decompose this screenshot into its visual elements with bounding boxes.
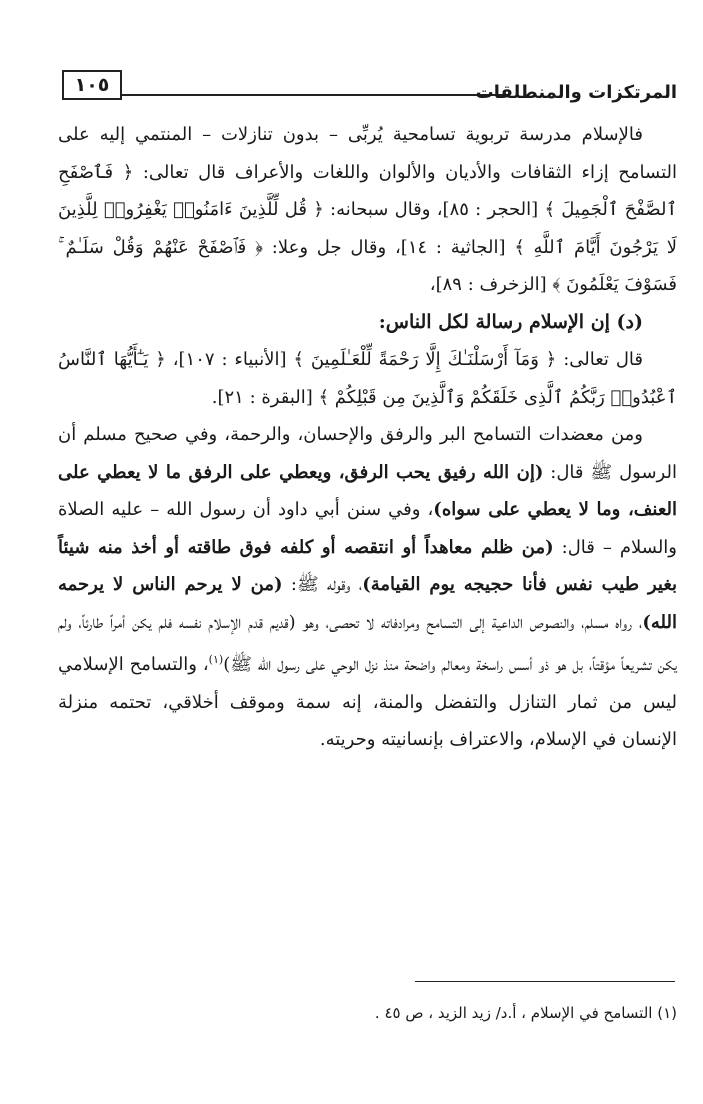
hadith-quote: (من ظلم معاهداً أو انتقصه أو كلفه فوق طاقته أو أخذ منه شيئاً بغير طيب نفس فأنا حجيجه يوم القيامة) (58, 536, 678, 595)
footnote-separator (415, 981, 675, 982)
text-run: ، والتسامح الإسلامي ليس من ثمار التنازل والتفضل والمنة، إنه سمة وموقف أخلاقي، تحتمه منزلة الإنسان في الإسلام، والاعتراف بإنسانيته وحريته. (58, 654, 677, 750)
hadith-quote: (من لا يرحم الناس لا يرحمه الله) (58, 574, 677, 633)
footnote-ref: (١) (208, 653, 224, 666)
text-run: ، رواه مسلم، والنصوص الداعية إلى التسامح ومرادفاته لا تحصى، وهو (قديم قدم الإسلام نفسه فلم يكن أمراً طارئاً، ولم يكن تشريعاً مؤقتاً، بل هو ذو أسس راسخة ومعالم واضحة منذ نزل الوحي على رسول الله ﷺ) (58, 611, 677, 675)
text-run: ومن معضدات التسامح البر والرفق والإحسان، والرحمة، وفي صحيح مسلم أن الرسول ﷺ قال: (58, 424, 677, 483)
running-title: المرتكزات والمنطلقات (475, 82, 677, 103)
page-number: ١٠٥ (62, 70, 122, 100)
paragraph-2: قال تعالى: ﴿ وَمَآ أَرْسَلْنَـٰكَ إِلَّا رَحْمَةً لِّلْعَـٰلَمِينَ ﴾ [الأنبياء : ١٠٧]، ﴿ يَـٰٓأَيُّهَا ٱلنَّاسُ ٱعْبُدُوا۟ رَبَّكُمُ ٱلَّذِى خَلَقَكُمْ وَٱلَّذِينَ مِن قَبْلِكُمْ ﴾ [البقرة : ٢١]. (58, 349, 677, 408)
hadith-quote: (إن الله رفيق يحب الرفق، ويعطي على الرفق ما لا يعطي على العنف، وما لا يعطي على سواه) (58, 461, 677, 520)
main-text (58, 116, 677, 759)
section-heading: (د) إن الإسلام رسالة لكل الناس: (378, 310, 643, 333)
text-run: ، وفي سنن أبي داود أن رسول الله – عليه الصلاة والسلام – قال: (58, 499, 677, 558)
header-rule (120, 94, 508, 96)
text-run: ، وقوله ﷺ: (282, 574, 363, 595)
paragraph-1: فالإسلام مدرسة تربوية تسامحية يُربِّى – بدون تنازلات – المنتمي إليه على التسامح إزاء الثقافات والأديان والألوان واللغات والأعراف قال تعالى: ﴿ فَٱصْفَحِ ٱلصَّفْحَ ٱلْجَمِيلَ ﴾ [الحجر : ٨٥]، وقال سبحانه: ﴿ قُل لِّلَّذِينَ ءَامَنُوا۟ يَغْفِرُوا۟ لِلَّذِينَ لَا يَرْجُونَ أَيَّامَ ٱللَّهِ ﴾ [الجاثية : ١٤]، وقال جل وعلا: ﴿ فَٱصْفَحْ عَنْهُمْ وَقُلْ سَلَـٰمٌ ۚ فَسَوْفَ يَعْلَمُونَ ﴾ [الزخرف : ٨٩]، (58, 124, 678, 295)
page-header (0, 58, 703, 108)
paragraph-3 (58, 416, 677, 759)
footnote: (١) التسامح في الإسلام ، أ.د/ زيد الزيد ، ص ٤٥ . (374, 1004, 677, 1022)
